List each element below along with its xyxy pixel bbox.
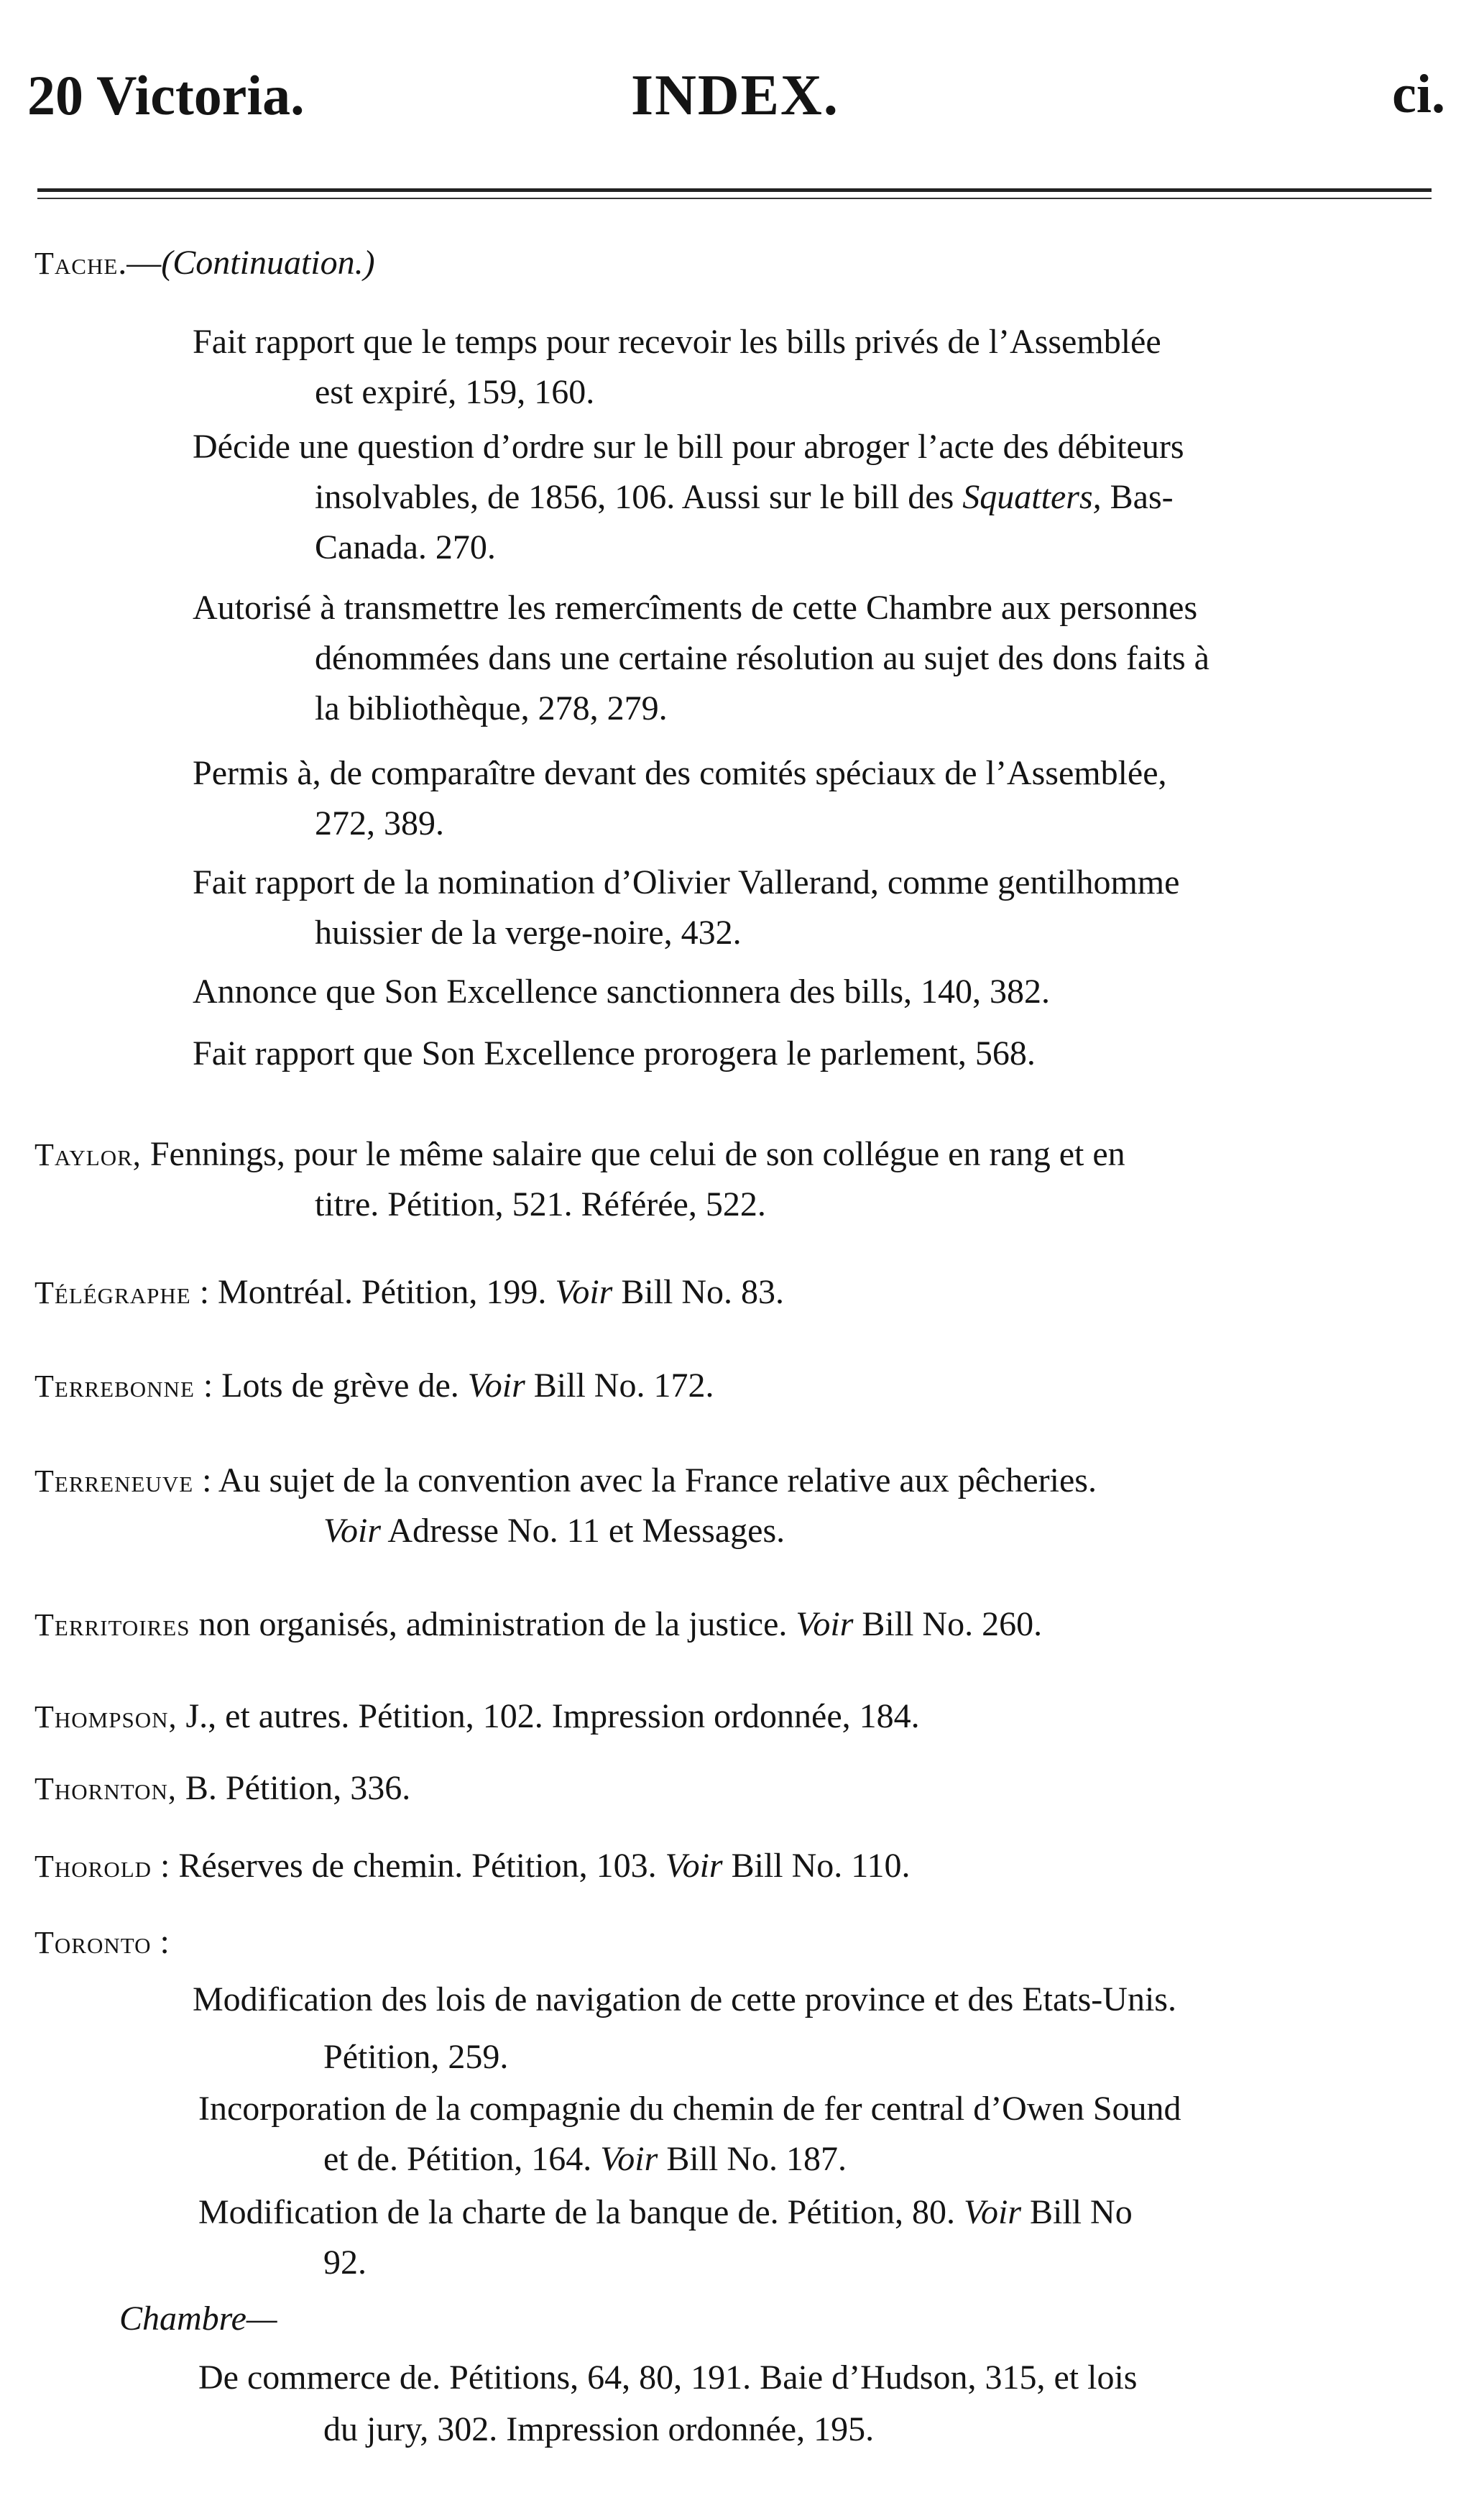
index-line: titre. Pétition, 521. Référée, 522.: [315, 1185, 766, 1223]
text-span: J., et autres. Pétition, 102. Impression ordonnée, 184.: [177, 1697, 920, 1735]
index-line: Modification des lois de navigation de cette province et des Etats-Unis.: [193, 1980, 1176, 2018]
page-title: INDEX.: [631, 64, 839, 127]
index-line: 272, 389.: [315, 804, 444, 842]
entry-name: Thompson,: [34, 1699, 178, 1735]
entry-thompson: [34, 1695, 920, 1739]
voir-reference: Voir: [600, 2140, 658, 2178]
index-line: Fait rapport que Son Excellence prorogera le parlement, 568.: [193, 1034, 1036, 1072]
entry-name: Territoires: [34, 1607, 190, 1643]
text-span: B. Pétition, 336.: [176, 1769, 411, 1807]
index-line: Permis à, de comparaître devant des comités spéciaux de l’Assemblée,: [193, 754, 1167, 792]
entry-terreneuve: [34, 1459, 1097, 1503]
text-span: : Lots de grève de.: [194, 1366, 468, 1405]
entry-name: Tache: [34, 246, 119, 281]
index-line: 92.: [323, 2243, 367, 2282]
text-span: Fennings, pour le même salaire que celui de son collégue en rang et en: [141, 1135, 1125, 1173]
text-span: Bill No. 187.: [658, 2140, 847, 2178]
text-span: Modification de la charte de la banque de. Pétition, 80.: [198, 2193, 964, 2231]
voir-reference: Voir: [323, 1512, 382, 1550]
index-line: [315, 476, 1174, 519]
entry-taylor: [34, 1133, 1125, 1177]
entry-toronto: [34, 1921, 170, 1965]
index-line: De commerce de. Pétitions, 64, 80, 191. Baie d’Hudson, 315, et lois: [198, 2358, 1138, 2397]
index-line: [198, 2191, 1133, 2234]
index-line: Décide une question d’ordre sur le bill pour abroger l’acte des débiteurs: [193, 428, 1184, 466]
text-span: Bill No. 260.: [853, 1605, 1043, 1643]
session-label: 20 Victoria.: [27, 64, 305, 127]
voir-reference: Voir: [555, 1273, 613, 1311]
text-span: Bill No. 110.: [722, 1847, 911, 1885]
text-span: Bill No. 83.: [612, 1273, 785, 1311]
entry-heading-tache: Tache.—(Continuation.): [34, 244, 375, 282]
text-span: insolvables, de 1856, 106. Aussi sur le bill des: [315, 478, 963, 516]
text-span: : Montréal. Pétition, 199.: [190, 1273, 556, 1311]
index-line: Fait rapport que le temps pour recevoir les bills privés de l’Assemblée: [193, 323, 1161, 361]
index-line: Pétition, 259.: [323, 2038, 509, 2076]
index-line: Incorporation de la compagnie du chemin de fer central d’Owen Sound: [198, 2090, 1181, 2128]
entry-name: Terreneuve: [34, 1464, 194, 1499]
entry-name: Terrebonne: [34, 1369, 195, 1404]
text-span: Bas-: [1101, 478, 1174, 516]
text-span: non organisés, administration de la justice.: [190, 1605, 796, 1643]
text-span: et de. Pétition, 164.: [323, 2140, 601, 2178]
subheading-chambre: Chambre—: [119, 2300, 277, 2338]
entry-name: Toronto: [34, 1925, 152, 1960]
index-line: dénommées dans une certaine résolution au sujet des dons faits à: [315, 639, 1209, 677]
entry-thornton: [34, 1767, 410, 1811]
page-number: ci.: [1392, 64, 1445, 124]
voir-reference: Voir: [796, 1605, 854, 1643]
voir-reference: Voir: [467, 1366, 525, 1405]
voir-reference: Voir: [665, 1847, 723, 1885]
text-span: : Au sujet de la convention avec la France relative aux pêcheries.: [193, 1461, 1097, 1499]
entry-territoires: [34, 1603, 1042, 1647]
index-line: est expiré, 159, 160.: [315, 373, 595, 411]
entry-telegraphe: [34, 1271, 784, 1315]
index-line: Autorisé à transmettre les remercîments de cette Chambre aux personnes: [193, 589, 1198, 627]
entry-thorold: [34, 1845, 911, 1888]
voir-reference: Voir: [964, 2193, 1022, 2231]
entry-name: Taylor,: [34, 1137, 142, 1172]
text-span: Adresse No. 11 et Messages.: [381, 1512, 785, 1550]
index-line: la bibliothèque, 278, 279.: [315, 689, 668, 727]
index-line: Canada. 270.: [315, 528, 496, 566]
index-line: Fait rapport de la nomination d’Olivier Vallerand, comme gentilhomme: [193, 863, 1180, 901]
italic-text: Squatters,: [962, 478, 1102, 516]
text-span: : Réserves de chemin. Pétition, 103.: [152, 1847, 665, 1885]
index-line: huissier de la verge-noire, 432.: [315, 914, 742, 952]
entry-terrebonne: [34, 1364, 714, 1408]
entry-name: Thorold: [34, 1849, 152, 1884]
continuation-label: (Continuation.): [161, 244, 375, 282]
entry-name: Thornton,: [34, 1771, 177, 1806]
entry-name: Télégraphe: [34, 1275, 191, 1310]
text-span: Bill No. 172.: [525, 1366, 714, 1405]
index-line: Annonce que Son Excellence sanctionnera des bills, 140, 382.: [193, 973, 1051, 1011]
text-span: :: [151, 1923, 170, 1961]
index-line: du jury, 302. Impression ordonnée, 195.: [323, 2410, 875, 2448]
index-line: [323, 2138, 847, 2181]
text-span: Bill No: [1021, 2193, 1133, 2231]
index-line: [323, 1510, 785, 1553]
